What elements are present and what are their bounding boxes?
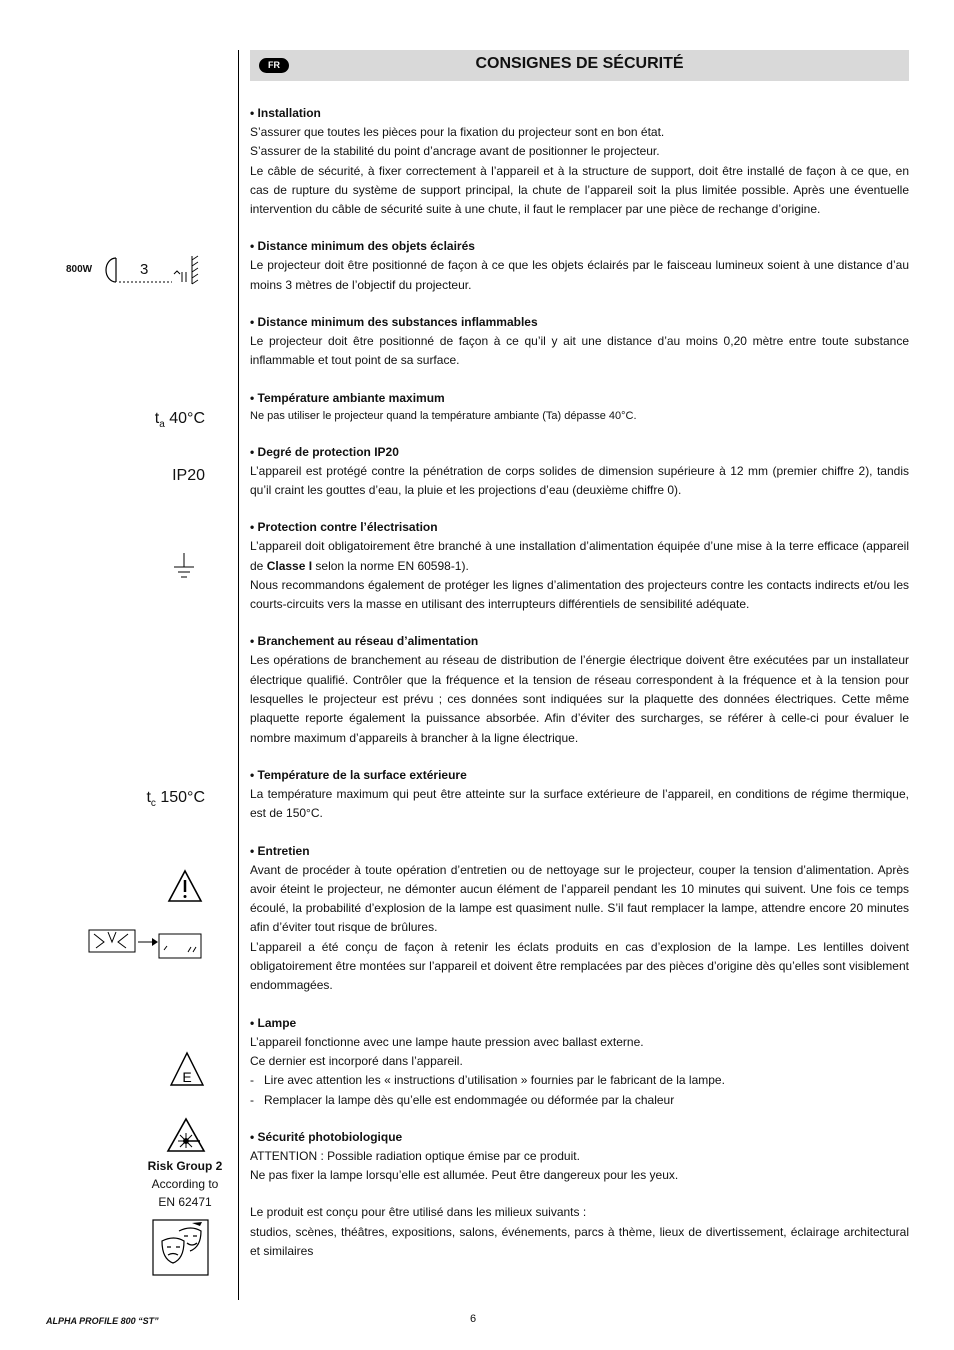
paragraph: S’assurer que toutes les pièces pour la fixation du projecteur sont en bon état. [250,125,665,139]
section-temperature-surface [250,766,909,824]
paragraph: L’appareil fonctionne avec une lampe haute pression avec ballast externe. [250,1034,644,1049]
section-title: • Degré de protection IP20 [250,444,399,459]
paragraph: S’assurer de la stabilité du point d’ancrage avant de positionner le projecteur. [250,144,660,159]
section-title: • Protection contre l’électrisation [250,520,438,535]
section-title: • Installation [250,106,321,120]
paragraph: ATTENTION : Possible radiation optique émise par ce produit. [250,1148,580,1163]
section-distance-substances [250,313,909,371]
list-item: - Remplacer la lampe dès qu’elle est endommagée ou déformée par la chaleur [250,1092,675,1107]
paragraph: Les opérations de branchement au réseau de distribution de l’énergie électrique doivent être exécutées par un installateur électrique qualifié. Contrôler que la fréquence et la tension de réseau correspondent à la fréquence et à la tension pour lesquelles le projecteur est prévu ; ces données sont indiquées sur la plaquette des données électriques. Cette même plaquette reporte également la puissance absorbée. Afin d’éviter des surcharges, se référer à celle-ci pour évaluer le nombre maximum d’appareils à brancher à la ligne électrique. [250,653,909,745]
section-ip20 [250,443,909,501]
distance-value: 3 [140,261,149,278]
ip-rating-label: IP20 [172,467,205,484]
warning-icon [167,869,203,903]
section-installation [250,104,909,219]
section-milieux [250,1203,909,1261]
section-branchement [250,632,909,747]
section-title: • Température ambiante maximum [250,390,445,405]
paragraph: L’appareil est protégé contre la pénétration de corps solides de dimension supérieure à 12 mm (premier chiffre 2), tandis qu’il craint les gouttes d’eau, la pluie et les projections d’eau (deuxième chiffre 0). [250,463,909,497]
page-number: 6 [470,1313,477,1325]
section-title: • Température de la surface extérieure [250,767,467,782]
paragraph: Le câble de sécurité, à fixer correctement à l’appareil et à la structure de support, doit être installé de façon à ce que, en cas de rupture du système de support principal, la chute de l’appareil soit la plus limitée possible. Après une éventuelle intervention du câble de sécurité suite à une chute, il faut le remplacer par une pièce de rechange d’origine. [250,163,909,217]
paragraph: Le projecteur doit être positionné de façon à ce qu’il y ait une distance d’au moins 0,20 mètre entre toute substance inflammable et tout point de sa surface. [250,334,909,368]
power-label: 800W [66,264,93,275]
paragraph: L’appareil doit obligatoirement être branché à une installation d’alimentation équipée d’une mise à la terre efficace (appareil de Classe I selon la norme EN 60598-1). [250,539,909,573]
list-item: - Lire avec attention les « instructions d’utilisation » fournies par le fabricant de la lampe. [250,1073,725,1088]
section-title: • Entretien [250,843,310,858]
surface-temperature-label: $t_c$ 150°C [146,789,205,810]
paragraph: Le projecteur doit être positionné de façon à ce que les objets éclairés par le faisceau lumineux soient à une distance d’au moins 3 mètres de l’objectif du projecteur. [250,258,909,292]
paragraph: Le produit est conçu pour être utilisé dans les milieux suivants : [250,1205,587,1220]
paragraph: Avant de procéder à toute opération d’entretien ou de nettoyage sur le projecteur, couper la tension d’alimentation. Après avoir éteint le projecteur, ne démonter aucun élément de l’appareil pendant les 10 minutes qui suivent. Une fois ce temps écoulé, la probabilité d’explosion de la lampe est quasiment nulle. S’il faut remplacer la lampe, attendre encore 20 minutes afin d’éviter tout risque de brûlures. [250,862,909,935]
risk-group-info [140,1157,230,1211]
paragraph: Ne pas fixer la lampe lorsqu’elle est allumée. Peut être dangereux pour les yeux. [250,1168,679,1183]
section-title: • Branchement au réseau d’alimentation [250,634,479,649]
section-title: • Lampe [250,1015,297,1030]
standard-label: EN 62471 [158,1195,212,1209]
according-label: According to [151,1177,219,1191]
section-title: • Distance minimum des objets éclairés [250,239,475,254]
section-header [250,50,909,81]
paragraph: Nous recommandons également de protéger les lignes d’alimentation des projecteurs contre les contacts indirects et/ou les courts-circuits vers la masse en utilisant des interrupteurs différentiels de sensibilité adéquate. [250,577,909,612]
svg-text:E: E [182,1069,192,1085]
lamp-e-icon [169,1051,205,1087]
paragraph: Ne pas utiliser le projecteur quand la température ambiante (Ta) dépasse 40°C. [250,409,637,422]
main-content [250,104,909,1279]
paragraph: L’appareil a été conçu de façon à retenir les éclats produits en cas d’explosion de la lampe. Les lentilles doivent obligatoirement être montées sur l’appareil et doivent être remplacées par des pièces d’origine dès qu’elles sont visiblement endommagées. [250,939,909,993]
ambient-temperature-label: $t_a$ 40°C [154,410,205,431]
section-distance-objets [250,237,909,295]
laser-radiation-icon [166,1117,206,1153]
risk-group-label: Risk Group 2 [147,1159,223,1173]
paragraph: studios, scènes, théâtres, expositions, salons, événements, parcs à thème, lieux de divertissement, éclairage architectural et similaires [250,1224,909,1258]
page-title: CONSIGNES DE SÉCURITÉ [475,55,684,72]
section-electrisation [250,518,909,614]
section-title: • Sécurité photobiologique [250,1129,403,1144]
section-temperature-ambiante [250,389,909,425]
footer-model: ALPHA PROFILE 800 “ST” [46,1316,159,1326]
distance-objects-icon [102,252,206,288]
ground-icon [172,553,196,583]
language-badge: FR [259,58,289,73]
lens-replacement-icon [88,924,204,960]
section-title: • Distance minimum des substances inflammables [250,315,538,330]
theatre-masks-icon [152,1219,209,1276]
section-entretien [250,842,909,996]
paragraph: Ce dernier est incorporé dans l’appareil. [250,1053,463,1068]
section-lampe [250,1014,909,1110]
margin-divider [238,50,239,1300]
section-photobiologique [250,1128,909,1186]
paragraph: La température maximum qui peut être atteinte sur la surface extérieure de l’appareil, en conditions de régime thermique, est de 150°C. [250,786,909,821]
